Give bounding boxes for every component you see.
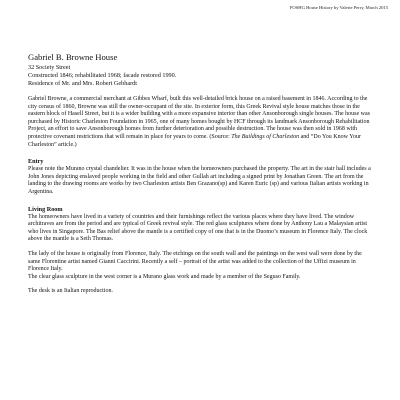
- dates-line: Constructed 1846; rehabilitated 1968; facade restored 1990.: [28, 72, 177, 79]
- entry-heading: Entry: [28, 158, 44, 166]
- page-title: Gabriel B. Browne House: [28, 52, 118, 62]
- living-room-paragraph-4: The desk is an Italian reproduction.: [28, 288, 113, 295]
- entry-paragraph: Please note the Murano crystal chandelier. It was in the house when the homeowners purchased the property. The art in the stair hall includes a John Jones depicting enslaved people working in the field and other Gullah art including a signed print by Jonathan Green. The art from the landing to the drawing rooms are works by two Charleston artists Ben Grazano(sp) and Karen Euric (sp) and various Italian artists working in Argentina.: [28, 166, 371, 195]
- living-room-paragraph-3: The clear glass sculpture in the west corner is a Murano glass work and made by a member of the Seguso Family.: [28, 273, 301, 280]
- living-room-paragraph-2: The lady of the house is originally from Florence, Italy. The etchings on the south wall and the paintings on the west wall were done by the same Florentine artist named Gianni Caccirini. Recently a self – portrait of the artist was added to the collection of the Uffizi museum in Florence Italy.: [28, 250, 362, 273]
- intro-paragraph: [28, 96, 374, 149]
- intro-text-end: and “Do You Know Your Charleston” article.): [28, 133, 361, 148]
- residence-line: Residence of Mr. and Mrs. Robert Gebhardt: [28, 80, 137, 87]
- house-info: [28, 52, 374, 88]
- source-title: The Buildings of Charleston: [231, 133, 300, 140]
- address-line: 32 Society Street: [28, 64, 71, 71]
- intro-text: Gabriel Browne, a commercial merchant at Gibbes Wharf, built this well-detailed brick house on a raised basement in 1846. According to the city census of 1860, Browne was still the owner-occupant of the site. In exterior form, this Greek Revival style house matches those in the eastern block of Hasell Street, but it is a wider building with a more expansive interior than other Ansonborough single houses. The house was purchased by Historic Charleston Foundation in 1965, one of many homes bought by HCF through its landmark Ansonborough Rehabilitation Project, an effort to save Ansonborough homes from further deterioration and possible destruction. The house was then sold in 1968 with protective covenant restrictions that will remain in place for years to come. (Source:: [28, 96, 370, 140]
- running-header: FOSHG House History by Valerie Perry, March 2015: [289, 5, 388, 10]
- living-room-heading: Living Room: [28, 205, 63, 213]
- document-body: [28, 52, 374, 296]
- living-room-paragraph-1: The homeowners have lived in a variety of countries and their furnishings reflect the various places where they have lived. The window architraves are from the period and are typical of Greek revival style. The red glass sculptures where done by Anthony Lau a Malaysian artist who lives in Singapore. The Bas relief above the mantle is a certified copy of one that is in the Duomo’s museum in Florence Italy. The clock above the mantle is a Seth Thomas.: [28, 213, 368, 243]
